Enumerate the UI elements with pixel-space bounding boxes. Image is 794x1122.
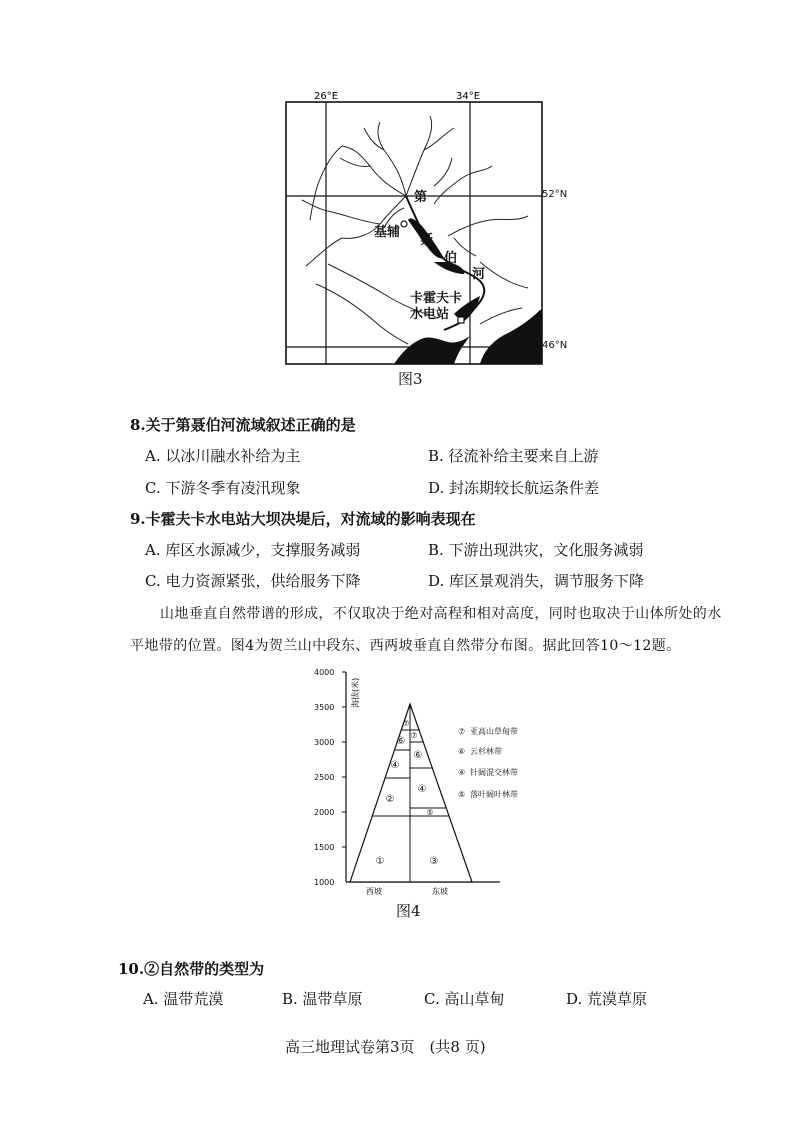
zone-east-3: ③ (429, 856, 439, 867)
y-tick-3500: 3500 (314, 703, 335, 712)
q10-option-b[interactable]: B. 温带草原 (282, 990, 363, 1008)
q8-option-d[interactable]: D. 封冻期较长航运条件差 (428, 479, 600, 497)
map-frame (286, 102, 542, 364)
lon-label-26: 26°E (314, 91, 339, 102)
q10-option-d[interactable]: D. 荒漠草原 (566, 990, 648, 1008)
q9-option-a[interactable]: A. 库区水源减少，支撑服务减弱 (145, 541, 361, 559)
y-tick-4000: 4000 (314, 668, 335, 677)
lon-label-34: 34°E (456, 91, 481, 102)
y-tick-1500: 1500 (314, 843, 335, 852)
zone-west-4: ④ (390, 760, 400, 771)
q8-option-b[interactable]: B. 径流补给主要来自上游 (428, 447, 599, 465)
station-label-1: 卡霍夫卡 (410, 291, 463, 306)
y-tick-2500: 2500 (314, 773, 335, 782)
dam-marker (458, 317, 464, 323)
legend-mark-1: ⑦ (458, 727, 466, 736)
q8-option-a[interactable]: A. 以冰川融水补给为主 (145, 447, 301, 465)
kyiv-dot (401, 221, 407, 227)
y-tick-2000: 2000 (314, 808, 335, 817)
city-label: 基辅 (374, 225, 401, 240)
figure-3-caption: 图3 (398, 370, 423, 388)
zone-east-7: ⑦ (410, 731, 418, 740)
q10-option-c[interactable]: C. 高山草甸 (424, 990, 505, 1008)
question-9-stem: 9.卡霍夫卡水电站大坝决堤后，对流域的影响表现在 (130, 510, 476, 528)
q10-option-a[interactable]: A. 温带荒漠 (143, 990, 224, 1008)
west-slope-label: 西坡 (366, 887, 382, 896)
legend-text-3: 针阔混交林带 (470, 768, 518, 777)
figure-3-map (284, 88, 546, 368)
river-char-4: 河 (472, 267, 486, 282)
station-label-2: 水电站 (410, 307, 450, 322)
intro-line-2: 平地带的位置。图4为贺兰山中段东、西两坡垂直自然带分布图。据此回答10～12题。 (130, 638, 681, 654)
legend-mark-4: ⑤ (458, 790, 466, 799)
zone-east-5: ⑤ (426, 808, 434, 817)
figure-4-chart (300, 664, 540, 898)
y-tick-3000: 3000 (314, 738, 335, 747)
lat-label-46: 46°N (542, 340, 568, 351)
zone-west-6: ⑥ (396, 736, 406, 747)
y-tick-1000: 1000 (314, 878, 335, 887)
zone-east-4: ④ (417, 784, 427, 795)
lat-label-52: 52°N (542, 189, 568, 200)
q9-option-d[interactable]: D. 库区景观消失，调节服务下降 (428, 572, 645, 590)
q9-option-b[interactable]: B. 下游出现洪灾，文化服务减弱 (428, 541, 644, 559)
legend-mark-2: ⑥ (458, 747, 466, 756)
east-slope-label: 东坡 (432, 887, 448, 896)
question-8-stem: 8.关于第聂伯河流域叙述正确的是 (130, 416, 356, 434)
figure-4-caption: 图4 (396, 902, 421, 920)
zone-west-7: ⑦ (402, 719, 410, 728)
q8-option-c[interactable]: C. 下游冬季有凌汛现象 (145, 479, 301, 497)
river-char-2: 聂 (420, 233, 434, 248)
legend-text-4: 落叶阔叶林带 (470, 790, 518, 799)
intro-line-1: 山地垂直自然带谱的形成，不仅取决于绝对高程和相对高度，同时也取决于山体所处的水 (160, 606, 722, 622)
zone-west-1: ① (375, 856, 385, 867)
river-map (284, 88, 546, 368)
zone-east-6: ⑥ (413, 750, 423, 761)
page-footer: 高三地理试卷第3页 (共8 页) (285, 1038, 486, 1056)
river-char-1: 第 (414, 190, 428, 205)
vertical-zone-chart (300, 664, 540, 898)
legend-text-1: 亚高山草甸带 (470, 727, 518, 736)
y-axis-title: 海拔(米) (351, 677, 360, 708)
legend-text-2: 云杉林带 (470, 747, 502, 756)
legend-mark-3: ④ (458, 768, 466, 777)
zone-west-2: ② (385, 794, 395, 805)
question-10-stem: 10.②自然带的类型为 (118, 960, 265, 978)
river-char-3: 伯 (444, 251, 458, 266)
q9-option-c[interactable]: C. 电力资源紧张，供给服务下降 (145, 572, 361, 590)
